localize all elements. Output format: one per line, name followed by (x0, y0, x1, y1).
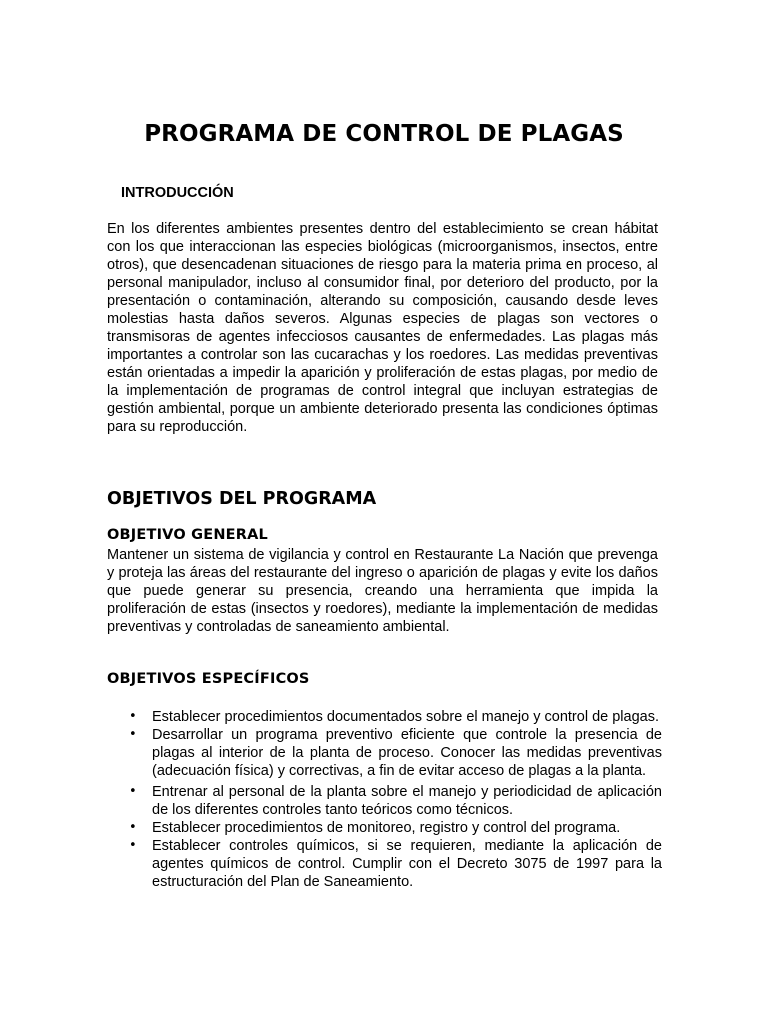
bullet-icon: • (129, 727, 137, 742)
general-objective-paragraph: Mantener un sistema de vigilancia y control en Restaurante La Nación que prevenga y proteja las áreas del restaurante del ingreso o aparición de plagas y evite los daños que puede generar su presencia, creando una herramienta que impida la proliferación de estas (insectos y roedores), mediante la implementación de medidas preventivas y controladas de saneamiento ambiental. (107, 547, 658, 635)
list-item-text: Establecer procedimientos de monitoreo, registro y control del programa. (152, 820, 621, 836)
list-item-text: Establecer controles químicos, si se requieren, mediante la aplicación de agentes químicos de control. Cumplir con el Decreto 3075 de 1997 para la estructuración del Plan de Saneamiento. (152, 838, 662, 890)
list-item (107, 726, 662, 780)
list-item (107, 783, 662, 819)
bullet-icon: • (129, 820, 137, 835)
bullet-icon: • (129, 784, 137, 799)
document-title: PROGRAMA DE CONTROL DE PLAGAS (144, 121, 624, 147)
introduction-paragraph: En los diferentes ambientes presentes dentro del establecimiento se crean hábitat con los que interaccionan las especies biológicas (microorganismos, insectos, entre otros), que desencadenan situaciones de riesgo para la materia prima en proceso, al personal manipulador, incluso al consumidor final, por deterioro del producto, por la presentación o contaminación, alterando su composición, causando desde leves molestias hasta daños severos. Algunas especies de plagas son vectores o transmisoras de agentes infecciosos causantes de enfermedades. Las plagas más importantes a controlar son las cucarachas y los roedores. Las medidas preventivas están orientadas a impedir la aparición y proliferación de estas plagas, por medio de la implementación de programas de control integral que incluyan estrategias de gestión ambiental, porque un ambiente deteriorado presenta las condiciones óptimas para su reproducción. (107, 221, 658, 435)
bullet-icon: • (129, 709, 137, 724)
list-item (107, 708, 662, 726)
list-item (107, 819, 662, 837)
list-item (107, 837, 662, 891)
list-item-text: Desarrollar un programa preventivo eficiente que controle la presencia de plagas al interior de la planta de proceso. Conocer las medidas preventivas (adecuación física) y correctivas, a fin de evitar acceso de plagas a la planta. (152, 727, 662, 779)
specific-objectives-heading: OBJETIVOS ESPECÍFICOS (107, 671, 310, 687)
list-item-text: Establecer procedimientos documentados sobre el manejo y control de plagas. (152, 709, 659, 725)
list-item-text: Entrenar al personal de la planta sobre el manejo y periodicidad de aplicación de los diferentes controles tanto teóricos como técnicos. (152, 784, 662, 818)
objectives-heading: OBJETIVOS DEL PROGRAMA (107, 489, 377, 509)
bullet-icon: • (129, 838, 137, 853)
introduction-heading: INTRODUCCIÓN (121, 185, 234, 201)
specific-objectives-list (107, 708, 662, 891)
general-objective-heading: OBJETIVO GENERAL (107, 527, 268, 543)
